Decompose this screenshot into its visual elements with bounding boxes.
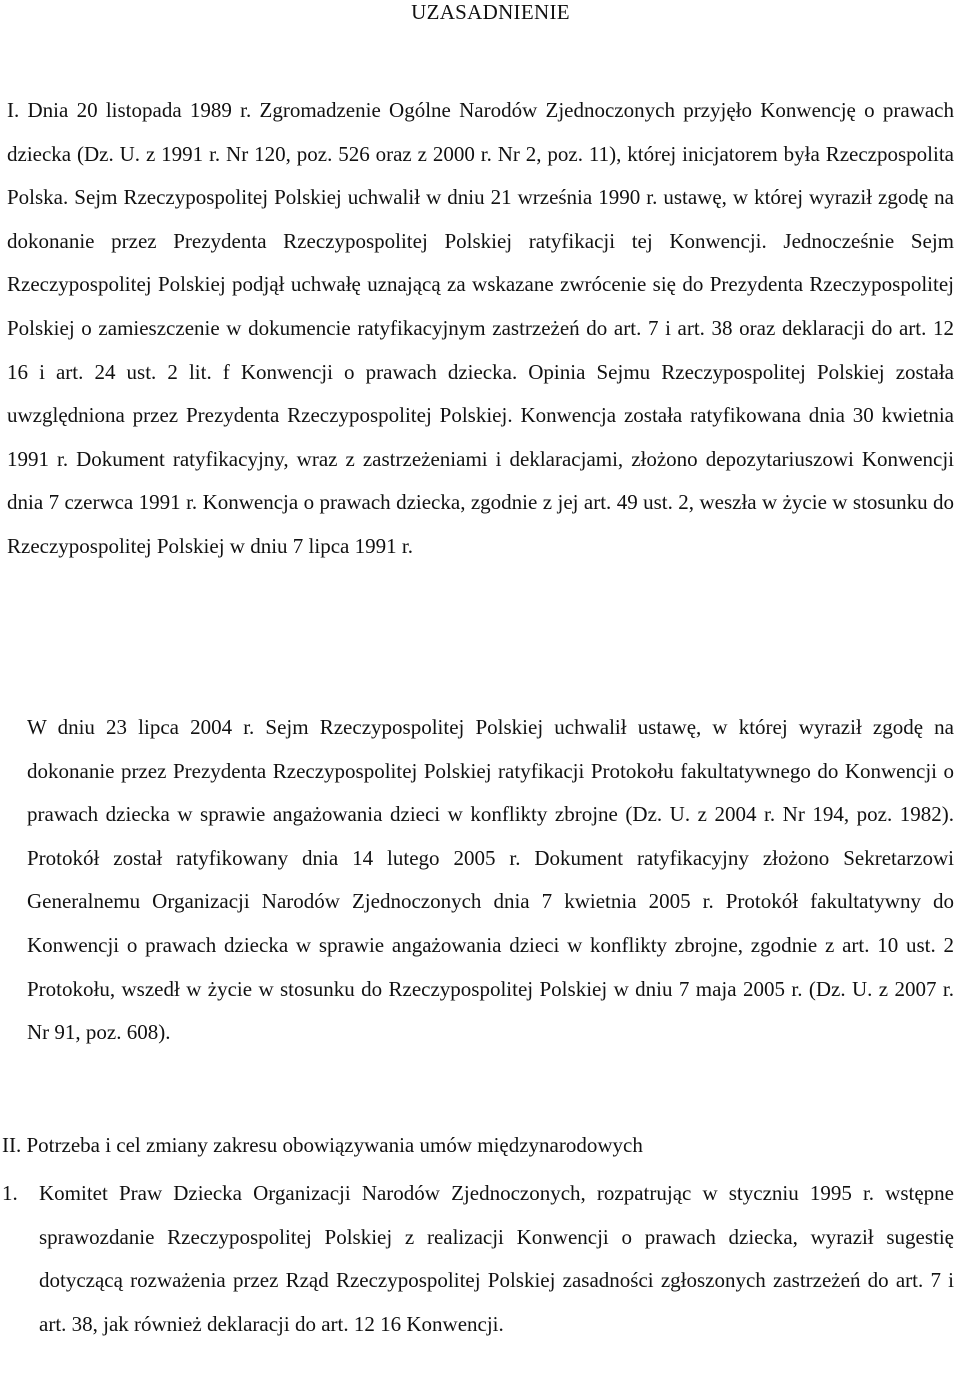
section-1-paragraph-2: W dniu 23 lipca 2004 r. Sejm Rzeczypospolitej Polskiej uchwalił ustawę, w której wyraził zgodę na dokonanie przez Prezydenta Rzeczypospolitej Polskiej ratyfikacji Protokołu fakultatywnego do Konwencji o prawach dziecka w sprawie angażowania dzieci w konflikty zbrojne (Dz. U. z 2004 r. Nr 194, poz. 1982). Protokół został ratyfikowany dnia 14 lutego 2005 r. Dokument ratyfikacyjny złożono Sekretarzowi Generalnemu Organizacji Narodów Zjednoczonych dnia 7 kwietnia 2005 r. Protokół fakultatywny do Konwencji o prawach dziecka w sprawie angażowania dzieci w konflikty zbrojne, zgodnie z art. 10 ust. 2 Protokołu, wszedł w życie w stosunku do Rzeczypospolitej Polskiej w dniu 7 maja 2005 r. (Dz. U. z 2007 r. Nr 91, poz. 608). <box>27 715 954 1045</box>
section-1-roman-numeral: I. <box>7 98 20 122</box>
section-2-list-item-1 <box>2 1172 954 1346</box>
document-title: UZASADNIENIE <box>411 0 570 24</box>
section-1-paragraph-1-text: Dnia 20 listopada 1989 r. Zgromadzenie Ogólne Narodów Zjednoczonych przyjęło Konwencję o prawach dziecka (Dz. U. z 1991 r. Nr 120, poz. 526 oraz z 2000 r. Nr 2, poz. 11), której inicjatorem była Rzeczpospolita Polska. Sejm Rzeczypospolitej Polskiej uchwalił w dniu 21 września 1990 r. ustawę, w której wyraził zgodę na dokonanie przez Prezydenta Rzeczypospolitej Polskiej ratyfikacji tej Konwencji. Jednocześnie Sejm Rzeczypospolitej Polskiej podjął uchwałę uznającą za wskazane zwrócenie się do Prezydenta Rzeczypospolitej Polskiej o zamieszczenie w dokumencie ratyfikacyjnym zastrzeżeń do art. 7 i art. 38 oraz deklaracji do art. 12 16 i art. 24 ust. 2 lit. f Konwencji o prawach dziecka. Opinia Sejmu Rzeczypospolitej Polskiej została uwzględniona przez Prezydenta Rzeczypospolitej Polskiej. Konwencja została ratyfikowana dnia 30 kwietnia 1991 r. Dokument ratyfikacyjny, wraz z zastrzeżeniami i deklaracjami, złożono depozytariuszowi Konwencji dnia 7 czerwca 1991 r. Konwencja o prawach dziecka, zgodnie z jej art. 49 ust. 2, weszła w życie w stosunku do Rzeczypospolitej Polskiej w dniu 7 lipca 1991 r. <box>7 98 955 558</box>
section-1-paragraph-1 <box>7 89 954 569</box>
list-item-text: Komitet Praw Dziecka Organizacji Narodów Zjednoczonych, rozpatrując w styczniu 1995 r. wstępne sprawozdanie Rzeczypospolitej Polskiej z realizacji Konwencji o prawach dziecka, wyraził sugestię dotyczącą rozważenia przez Rząd Rzeczypospolitej Polskiej zasadności zgłoszonych zastrzeżeń do art. 7 i art. 38, jak również deklaracji do art. 12 16 Konwencji. <box>39 1181 954 1336</box>
section-2-heading: II. Potrzeba i cel zmiany zakresu obowiązywania umów międzynarodowych <box>2 1133 643 1157</box>
document-page <box>2 0 955 1336</box>
list-item-number: 1. <box>2 1181 18 1205</box>
